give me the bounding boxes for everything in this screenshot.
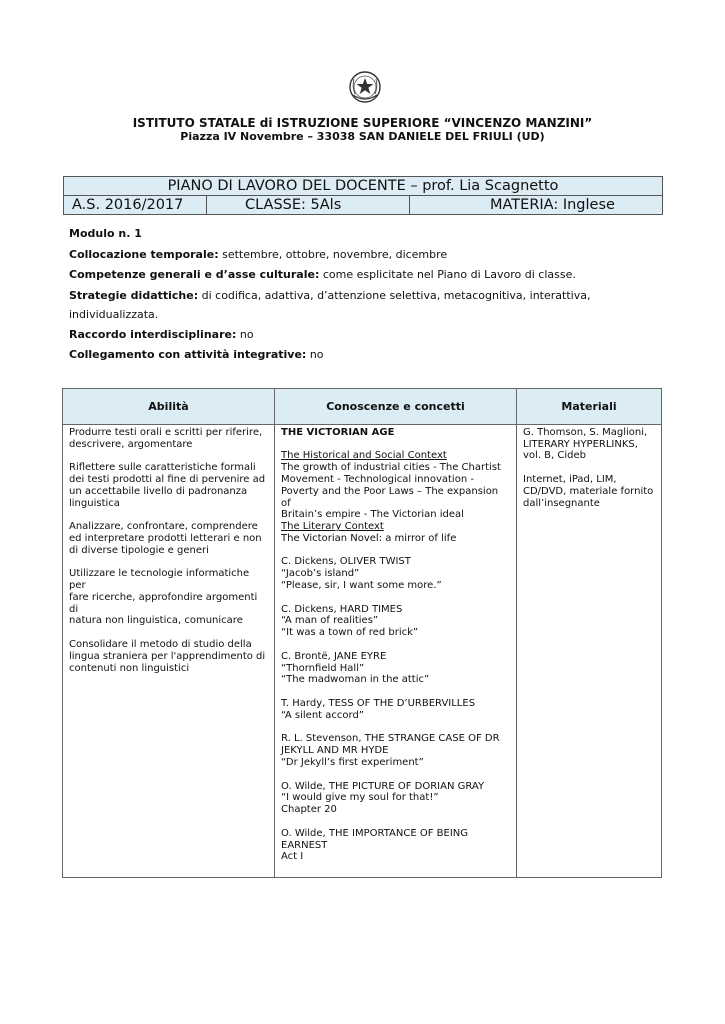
institute-name: ISTITUTO STATALE di ISTRUZIONE SUPERIORE “VINCENZO MANZINI” [132, 116, 593, 130]
materiali-item-line: Internet, iPad, LIM, [523, 473, 617, 485]
abilita-item [69, 568, 268, 627]
abilita-item-line: Riflettere sulle caratteristiche formali [69, 462, 256, 474]
subject-label: MATERIA: Inglese [410, 196, 662, 214]
literary-work [281, 651, 510, 686]
module-time: Collocazione temporale: settembre, ottobre, novembre, dicembre [69, 248, 448, 261]
historical-context-line: Britain’s empire - The Victorian ideal [281, 509, 464, 521]
abilita-item-line: un accettabile livello di padronanza [69, 485, 248, 497]
abilita-item-line: natura non linguistica, comunicare [69, 615, 243, 627]
abilita-item-line: descrivere, argomentare [69, 438, 193, 450]
header-conoscenze: Conoscenze e concetti [275, 389, 517, 424]
abilita-item-line: ed interpretare prodotti letterari e non [69, 532, 262, 544]
school-year: A.S. 2016/2017 [64, 196, 207, 214]
header-materiali: Materiali [561, 399, 617, 413]
italian-republic-emblem-icon [348, 70, 382, 104]
abilita-item-line: fare ricerche, approfondire argomenti di [69, 591, 258, 615]
abilita-item-line: di diverse tipologie e generi [69, 544, 209, 556]
abilita-item [69, 521, 268, 556]
institute-address: Piazza IV Novembre – 33038 SAN DANIELE DEL FRIULI (UD) [180, 130, 545, 143]
plan-title-box [63, 176, 663, 215]
abilita-item [69, 462, 268, 509]
module-table [62, 388, 662, 878]
abilita-item-line: linguistica [69, 497, 120, 509]
victorian-age-heading: THE VICTORIAN AGE [281, 426, 395, 438]
title-row [64, 177, 662, 195]
literary-work [281, 828, 510, 863]
materiali-item-line: dall’insegnante [523, 497, 600, 509]
abilita-item-line: Utilizzare le tecnologie informatiche per [69, 568, 250, 592]
literary-work-line: “The madwoman in the attic” [281, 674, 430, 686]
module-competences: Competenze generali e d’asse culturale: come esplicitate nel Piano di Lavoro di classe. [69, 268, 576, 281]
abilita-item [69, 639, 268, 674]
literary-work [281, 604, 510, 639]
literary-work-line: EARNEST [281, 839, 328, 851]
literary-work [281, 733, 510, 768]
historical-context-line: Movement - Technological innovation - [281, 473, 474, 485]
module-strategies: Strategie didattiche: di codifica, adattiva, d’attenzione selettiva, metacognitiva, interattiva, [69, 289, 591, 302]
module-interdisciplinary: Raccordo interdisciplinare: no [69, 328, 254, 341]
literary-work-line: “Dr Jekyll’s first experiment” [281, 757, 424, 769]
literary-work-line: T. Hardy, TESS OF THE D’URBERVILLES [281, 698, 476, 710]
class-label: CLASSE: 5Als [207, 196, 410, 214]
info-row [64, 195, 662, 214]
literary-work-line: C. Dickens, OLIVER TWIST [281, 556, 411, 568]
literary-work-line: “Jacob’s island” [281, 568, 360, 580]
table-header [63, 389, 661, 425]
literary-work-line: O. Wilde, THE PICTURE OF DORIAN GRAY [281, 780, 485, 792]
abilita-item-line: Consolidare il metodo di studio della [69, 639, 252, 651]
literary-work-line: C. Brontë, JANE EYRE [281, 650, 387, 662]
conoscenze-cell [275, 425, 517, 877]
abilita-item-line: contenuti non linguistici [69, 662, 190, 674]
historical-context-heading: The Historical and Social Context [281, 450, 447, 462]
literary-work [281, 781, 510, 816]
module-number: Modulo n. 1 [69, 227, 142, 240]
literary-work-line: “Please, sir, I want some more.” [281, 580, 442, 592]
literary-work [281, 556, 510, 591]
literary-work-line: O. Wilde, THE IMPORTANCE OF BEING [281, 827, 469, 839]
abilita-item-line: Analizzare, confrontare, comprendere [69, 521, 258, 533]
materiali-item-line: LITERARY HYPERLINKS, [523, 438, 638, 450]
literary-work-line: JEKYLL AND MR HYDE [281, 745, 389, 757]
materiali-item [523, 427, 655, 462]
module-integrative: Collegamento con attività integrative: no [69, 348, 324, 361]
literary-context-heading: The Literary Context [281, 521, 384, 533]
literary-work-line: “A man of realities” [281, 615, 379, 627]
table-body [63, 425, 661, 877]
materiali-item-line: G. Thomson, S. Maglioni, [523, 426, 648, 438]
literary-work-line: “Thornfield Hall” [281, 662, 365, 674]
abilita-item-line: lingua straniera per l'apprendimento di [69, 650, 266, 662]
literary-context-line: The Victorian Novel: a mirror of life [281, 532, 457, 544]
plan-title: PIANO DI LAVORO DEL DOCENTE – prof. Lia Scagnetto [64, 177, 662, 195]
literary-work-line: “I would give my soul for that!” [281, 792, 439, 804]
historical-context-line: The growth of industrial cities - The Chartist [281, 462, 501, 474]
abilita-item [69, 427, 268, 451]
materiali-item-line: CD/DVD, materiale fornito [523, 485, 654, 497]
literary-work-line: Act I [281, 851, 304, 863]
materiali-item [523, 474, 655, 509]
abilita-item-line: Produrre testi orali e scritti per riferire, [69, 426, 263, 438]
header-abilita: Abilità [63, 389, 275, 424]
literary-work-line: “A silent accord” [281, 709, 364, 721]
literary-work-line: R. L. Stevenson, THE STRANGE CASE OF DR [281, 733, 500, 745]
materiali-item-line: vol. B, Cideb [523, 450, 586, 462]
literary-work-line: C. Dickens, HARD TIMES [281, 603, 403, 615]
abilita-cell [63, 425, 275, 877]
module-strategies-cont: individualizzata. [69, 308, 159, 321]
materiali-cell [517, 425, 661, 877]
literary-work-line: “It was a town of red brick” [281, 627, 419, 639]
literary-work [281, 698, 510, 722]
historical-context-line: Poverty and the Poor Laws – The expansion of [281, 485, 499, 509]
abilita-item-line: dei testi prodotti al fine di pervenire ad [69, 473, 266, 485]
literary-work-line: Chapter 20 [281, 804, 337, 816]
